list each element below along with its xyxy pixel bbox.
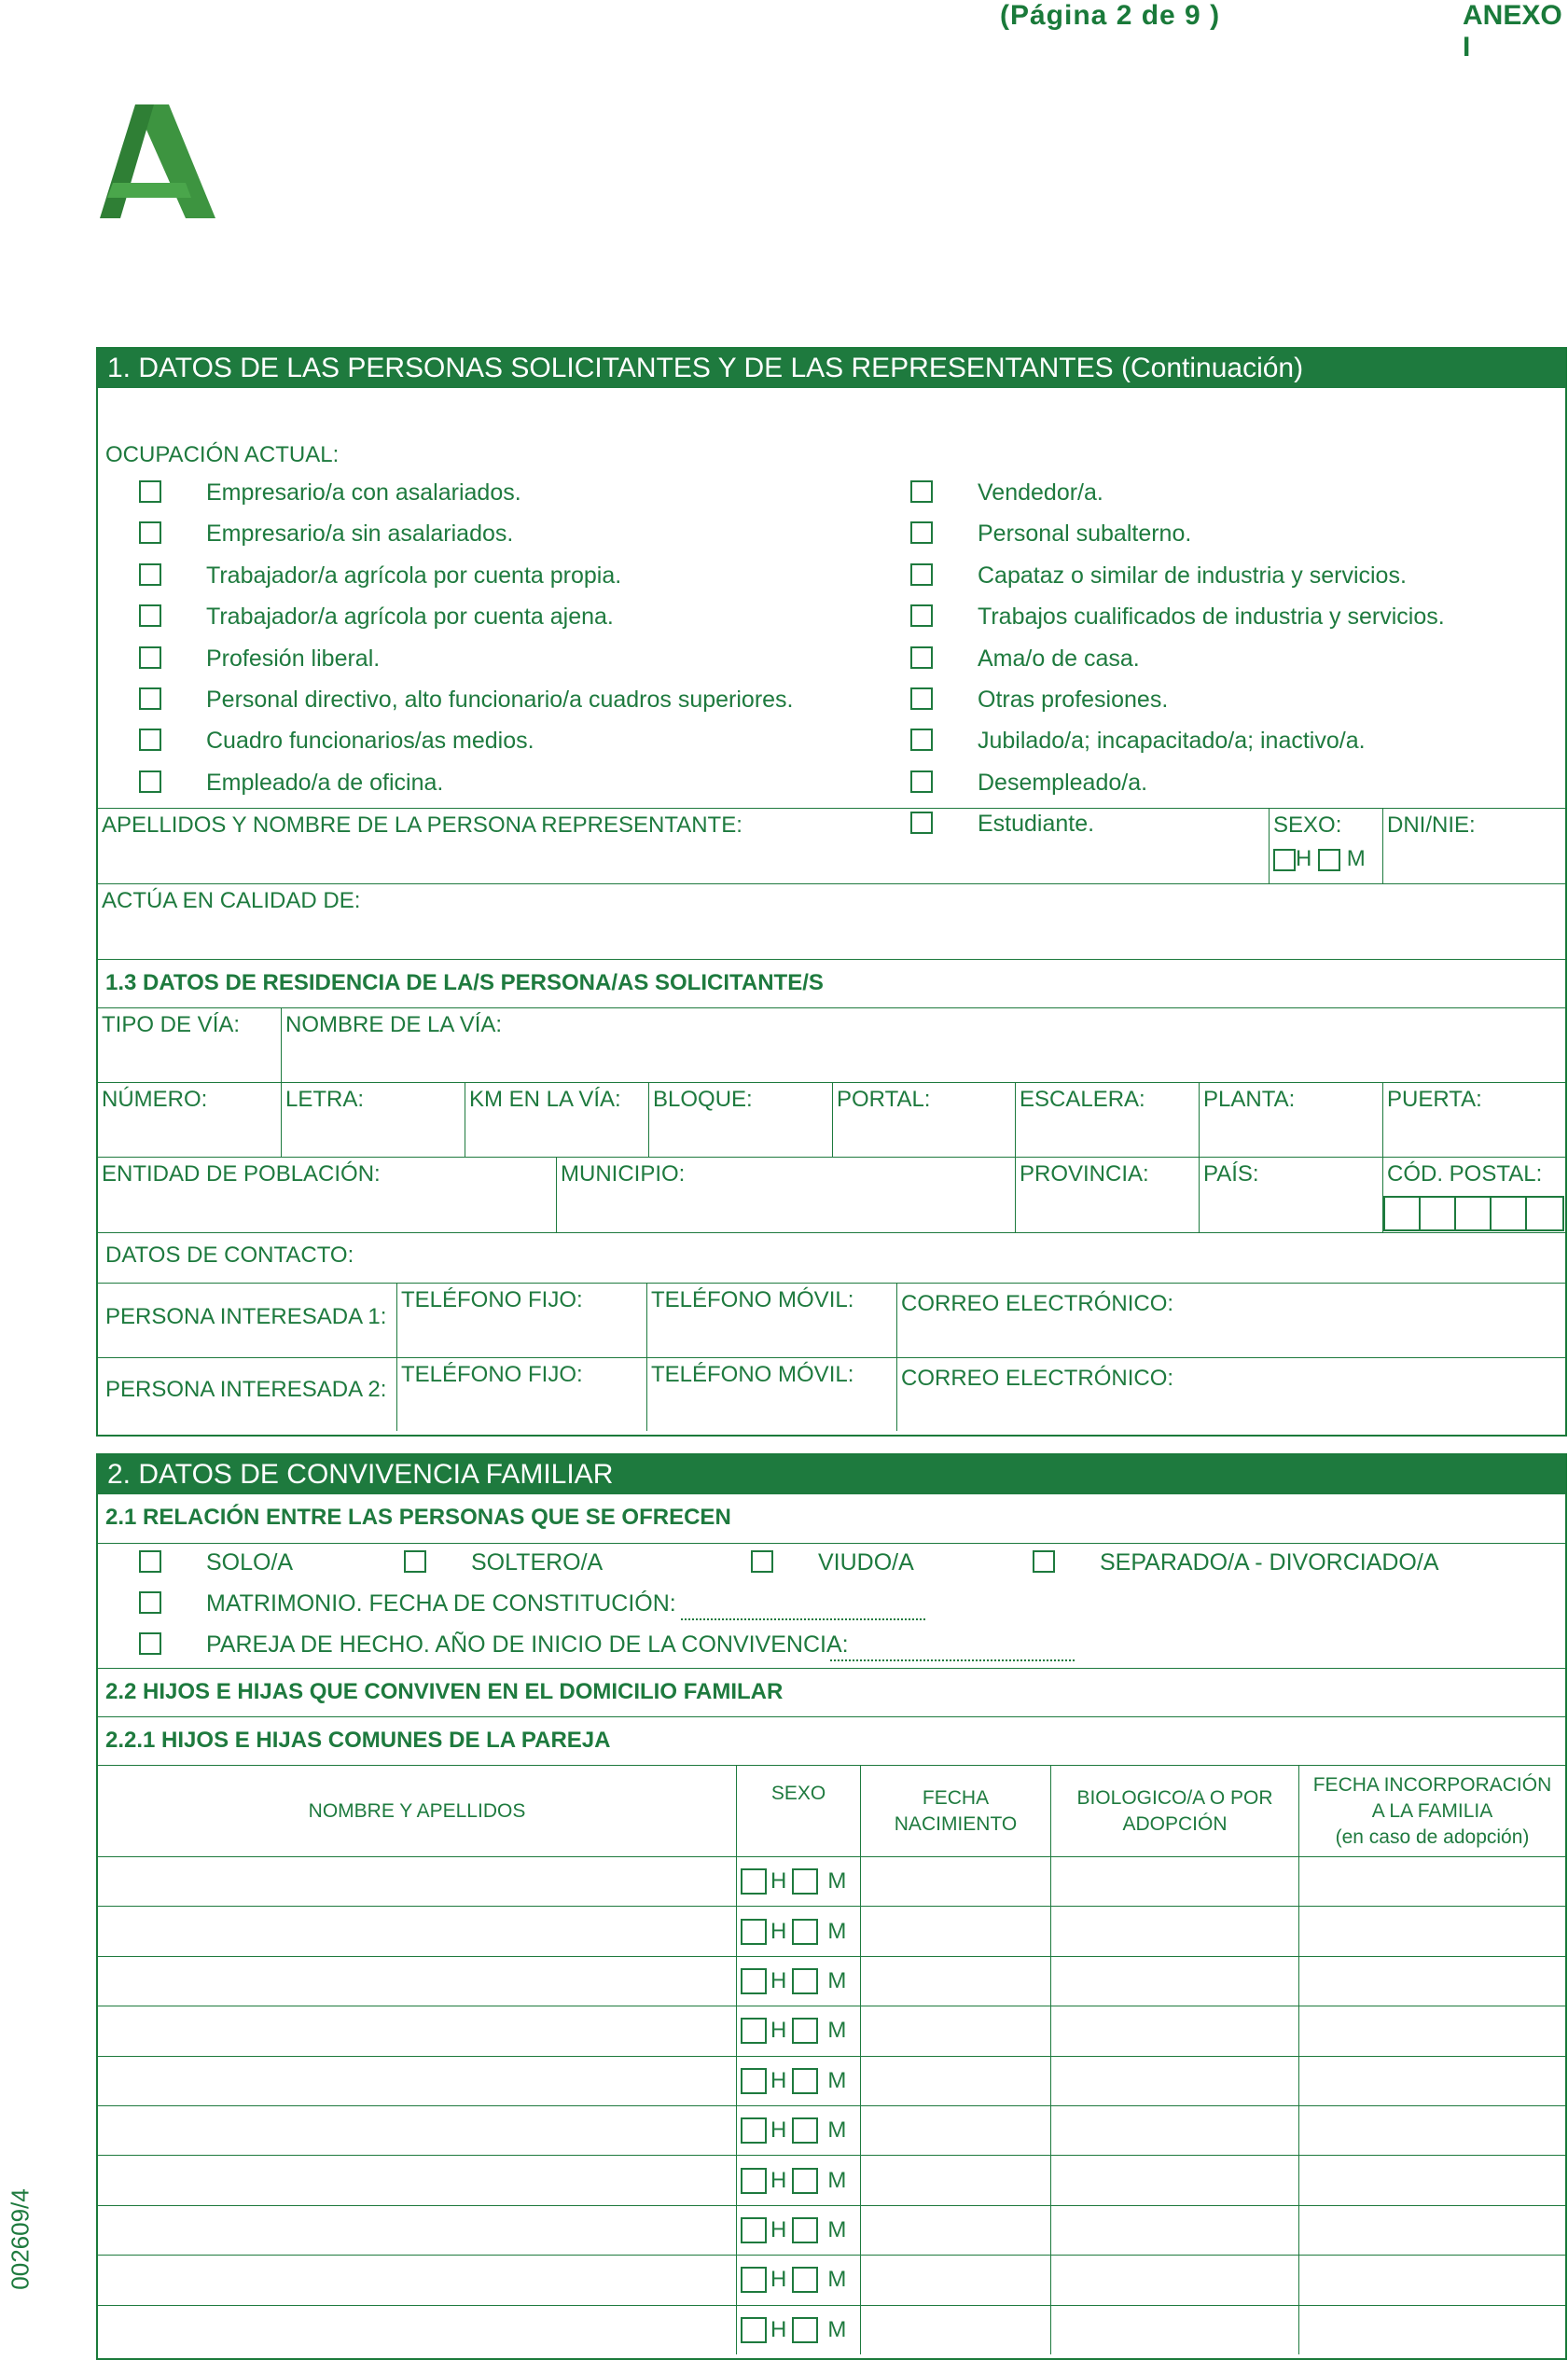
km-field[interactable]: KM EN LA VÍA:	[465, 1083, 648, 1157]
occupation-checkbox[interactable]	[910, 480, 933, 503]
children-subtitle: 2.2 HIJOS E HIJAS QUE CONVIVEN EN EL DOMICILIO FAMILAR	[105, 1679, 784, 1704]
child-sex-m-checkbox[interactable]	[792, 2068, 818, 2094]
acting-as-field[interactable]: ACTÚA EN CALIDAD DE:	[102, 888, 361, 913]
letter-field[interactable]: LETRA:	[281, 1083, 465, 1157]
occupation-label-text: Ama/o de casa.	[978, 645, 1140, 672]
col-name-header: NOMBRE Y APELLIDOS	[308, 1799, 526, 1822]
child-origin-cell[interactable]	[1050, 2106, 1298, 2155]
contact-label-row	[98, 1232, 1565, 1283]
child-sex-cell: H M	[736, 2306, 860, 2354]
child-birthdate-cell[interactable]	[860, 2006, 1050, 2055]
child-sex-m-checkbox[interactable]	[792, 2267, 818, 2293]
postal-digit-box[interactable]	[1490, 1196, 1527, 1231]
occupation-label: OCUPACIÓN ACTUAL:	[105, 442, 340, 467]
child-birthdate-cell[interactable]	[860, 2306, 1050, 2354]
form-code: 002609/4	[6, 2188, 35, 2290]
occupation-checkbox[interactable]	[139, 563, 161, 586]
section-1	[96, 347, 1567, 1437]
child-sex-cell: H M	[736, 2006, 860, 2055]
street-type-field[interactable]: TIPO DE VÍA:	[102, 1012, 241, 1037]
child-origin-cell[interactable]	[1050, 1907, 1298, 1955]
country-field[interactable]: PAÍS:	[1199, 1158, 1382, 1232]
child-name-cell[interactable]	[98, 2156, 736, 2204]
person-2-email-field[interactable]: CORREO ELECTRÓNICO:	[896, 1358, 1565, 1431]
relation-subtitle: 2.1 RELACIÓN ENTRE LAS PERSONAS QUE SE OFRECEN	[105, 1505, 731, 1530]
occupation-label-text: Capataz o similar de industria y servicios.	[978, 562, 1407, 589]
municipality-field[interactable]: MUNICIPIO:	[556, 1158, 1015, 1232]
children-table-row	[98, 1956, 1565, 2006]
occupation-label-text: Personal directivo, alto funcionario/a cuadros superiores.	[206, 687, 794, 713]
occupation-checkbox[interactable]	[910, 646, 933, 669]
postal-digit-box[interactable]	[1454, 1196, 1492, 1231]
child-sex-m-checkbox[interactable]	[792, 1919, 818, 1945]
section-2	[96, 1453, 1567, 2360]
section-1-title: 1. DATOS DE LAS PERSONAS SOLICITANTES Y DE LAS REPRESENTANTES (Continuación)	[98, 349, 1565, 388]
occupation-checkbox[interactable]	[910, 687, 933, 710]
child-sex-h-checkbox[interactable]	[741, 2317, 767, 2343]
postal-code-field[interactable]: CÓD. POSTAL:	[1382, 1158, 1565, 1232]
child-birthdate-cell[interactable]	[860, 1957, 1050, 2006]
children-table-row	[98, 2305, 1565, 2354]
occupation-label-text: Otras profesiones.	[978, 687, 1169, 713]
occupation-label-text: Personal subalterno.	[978, 521, 1192, 548]
page-number: (Página 2 de 9 )	[1000, 0, 1221, 31]
occupation-checkbox[interactable]	[910, 770, 933, 793]
person-1-email-field[interactable]: CORREO ELECTRÓNICO:	[896, 1284, 1565, 1357]
children-table-row	[98, 2205, 1565, 2255]
block-field[interactable]: BLOQUE:	[648, 1083, 832, 1157]
sex-m-checkbox[interactable]	[1318, 849, 1340, 871]
child-origin-cell[interactable]	[1050, 2156, 1298, 2204]
child-sex-cell: H M	[736, 2057, 860, 2105]
child-birthdate-cell[interactable]	[860, 2256, 1050, 2304]
child-sex-h-checkbox[interactable]	[741, 1919, 767, 1945]
child-sex-cell: H M	[736, 2156, 860, 2204]
number-field[interactable]: NÚMERO:	[102, 1087, 208, 1112]
child-name-cell[interactable]	[98, 2057, 736, 2105]
dni-field[interactable]: DNI/NIE:	[1382, 809, 1565, 883]
postal-digit-box[interactable]	[1525, 1196, 1564, 1231]
child-name-cell[interactable]	[98, 2306, 736, 2354]
sex-h-checkbox[interactable]	[1273, 849, 1296, 871]
children-table-row	[98, 2105, 1565, 2155]
person-2-label-cell: PERSONA INTERESADA 2:	[105, 1377, 387, 1402]
sex-field: SEXO: H M	[1269, 809, 1382, 883]
child-incorporation-cell[interactable]	[1298, 2156, 1565, 2204]
person-1-label-cell: PERSONA INTERESADA 1:	[105, 1304, 387, 1329]
occupation-label-text: Trabajador/a agrícola por cuenta propia.	[206, 562, 622, 589]
occupation-checkbox[interactable]	[910, 729, 933, 751]
child-origin-cell[interactable]	[1050, 2057, 1298, 2105]
postal-digit-box[interactable]	[1383, 1196, 1421, 1231]
child-incorporation-cell[interactable]	[1298, 2006, 1565, 2055]
postal-digit-box[interactable]	[1419, 1196, 1456, 1231]
occupation-checkbox[interactable]	[139, 687, 161, 710]
residence-subtitle-row	[98, 959, 1565, 1007]
door-field[interactable]: PUERTA:	[1382, 1083, 1565, 1157]
occupation-checkbox[interactable]	[139, 480, 161, 503]
contact-label: DATOS DE CONTACTO:	[105, 1242, 354, 1268]
child-incorporation-cell[interactable]	[1298, 2057, 1565, 2105]
occupation-label-text: Vendedor/a.	[978, 479, 1103, 506]
child-sex-h-checkbox[interactable]	[741, 2117, 767, 2144]
status-solo-checkbox[interactable]	[139, 1550, 161, 1573]
child-sex-m-checkbox[interactable]	[792, 1868, 818, 1895]
partnership-checkbox[interactable]	[139, 1632, 161, 1655]
children-table-row	[98, 2155, 1565, 2204]
child-sex-cell: H M	[736, 1907, 860, 1955]
child-sex-m-checkbox[interactable]	[792, 2168, 818, 2194]
floor-field[interactable]: PLANTA:	[1199, 1083, 1382, 1157]
child-sex-m-checkbox[interactable]	[792, 2117, 818, 2144]
occupation-label-text: Desempleado/a.	[978, 769, 1148, 796]
representative-row	[98, 808, 1565, 883]
child-origin-cell[interactable]	[1050, 1857, 1298, 1906]
child-origin-cell[interactable]	[1050, 1957, 1298, 2006]
province-field[interactable]: PROVINCIA:	[1015, 1158, 1199, 1232]
child-sex-h-checkbox[interactable]	[741, 2168, 767, 2194]
child-incorporation-cell[interactable]	[1298, 1907, 1565, 1955]
occupation-label-text: Profesión liberal.	[206, 645, 381, 672]
representative-name-field[interactable]: APELLIDOS Y NOMBRE DE LA PERSONA REPRESENTANTE:	[102, 812, 742, 838]
child-name-cell[interactable]	[98, 1857, 736, 1906]
annex-label: ANEXO I	[1463, 0, 1562, 62]
person-2-landline-field[interactable]: TELÉFONO FIJO:	[396, 1358, 646, 1431]
common-children-subtitle-row	[98, 1716, 1565, 1765]
locality-row	[98, 1157, 1565, 1232]
contact-row-1	[98, 1283, 1565, 1357]
acting-as-row	[98, 883, 1565, 959]
occupation-label-text: Jubilado/a; incapacitado/a; inactivo/a.	[978, 728, 1366, 755]
child-birthdate-cell[interactable]	[860, 1907, 1050, 1955]
person-2-mobile-field[interactable]: TELÉFONO MÓVIL:	[646, 1358, 896, 1431]
child-origin-cell[interactable]	[1050, 2206, 1298, 2255]
child-sex-cell: H M	[736, 2106, 860, 2155]
person-1-mobile-field[interactable]: TELÉFONO MÓVIL:	[646, 1284, 896, 1357]
child-sex-m-checkbox[interactable]	[792, 1968, 818, 1994]
occupation-label-text: Empresario/a con asalariados.	[206, 479, 521, 506]
children-table-row	[98, 2056, 1565, 2105]
occupation-label-text: Estudiante.	[978, 811, 1095, 838]
status-separado-checkbox[interactable]	[1033, 1550, 1055, 1573]
children-table-header	[98, 1765, 1565, 1856]
junta-andalucia-logo-icon	[96, 101, 227, 222]
child-sex-h-checkbox[interactable]	[741, 2217, 767, 2243]
stairs-field[interactable]: ESCALERA:	[1015, 1083, 1199, 1157]
occupation-label-text: Cuadro funcionarios/as medios.	[206, 728, 534, 755]
child-name-cell[interactable]	[98, 1907, 736, 1955]
child-birthdate-cell[interactable]	[860, 2206, 1050, 2255]
child-sex-h-checkbox[interactable]	[741, 2068, 767, 2094]
child-incorporation-cell[interactable]	[1298, 2306, 1565, 2354]
child-birthdate-cell[interactable]	[860, 2057, 1050, 2105]
street-row	[98, 1007, 1565, 1082]
col-birth-header: FECHA NACIMIENTO	[860, 1766, 1050, 1856]
child-sex-cell: H M	[736, 1957, 860, 2006]
status-soltero-checkbox[interactable]	[404, 1550, 426, 1573]
population-entity-field[interactable]: ENTIDAD DE POBLACIÓN:	[102, 1161, 381, 1187]
occupation-checkbox[interactable]	[139, 770, 161, 793]
relation-options: SOLO/A SOLTERO/A VIUDO/A SEPARADO/A - DIVORCIADO/A MATRIMONIO. FECHA DE CONSTITUCIÓN: PAREJA DE HECHO. AÑO DE INICIO DE LA CONVIVENCIA:	[98, 1543, 1565, 1668]
occupation-checkbox[interactable]	[910, 521, 933, 544]
children-table-row	[98, 1906, 1565, 1955]
occupation-checkbox[interactable]	[139, 646, 161, 669]
relation-subtitle-row	[98, 1494, 1565, 1543]
occupation-label-text: Empleado/a de oficina.	[206, 769, 444, 796]
child-incorporation-cell[interactable]	[1298, 1957, 1565, 2006]
child-sex-h-checkbox[interactable]	[741, 2267, 767, 2293]
child-origin-cell[interactable]	[1050, 2006, 1298, 2055]
child-origin-cell[interactable]	[1050, 2256, 1298, 2304]
children-table-row	[98, 1856, 1565, 1906]
child-name-cell[interactable]	[98, 1957, 736, 2006]
child-sex-cell: H M	[736, 1857, 860, 1906]
child-sex-h-checkbox[interactable]	[741, 1968, 767, 1994]
children-table-row	[98, 2006, 1565, 2055]
child-sex-cell: H M	[736, 2256, 860, 2304]
child-birthdate-cell[interactable]	[860, 1857, 1050, 1906]
col-origin-header: BIOLOGICO/A O POR ADOPCIÓN	[1050, 1766, 1298, 1856]
child-name-cell[interactable]	[98, 2256, 736, 2304]
occupation-checkbox[interactable]	[910, 563, 933, 586]
child-name-cell[interactable]	[98, 2206, 736, 2255]
child-incorporation-cell[interactable]	[1298, 1857, 1565, 1906]
child-incorporation-cell[interactable]	[1298, 2206, 1565, 2255]
child-sex-m-checkbox[interactable]	[792, 2317, 818, 2343]
child-incorporation-cell[interactable]	[1298, 2106, 1565, 2155]
child-birthdate-cell[interactable]	[860, 2156, 1050, 2204]
section-2-title: 2. DATOS DE CONVIVENCIA FAMILIAR	[98, 1455, 1565, 1494]
marriage-date-line[interactable]	[681, 1618, 925, 1620]
status-viudo-checkbox[interactable]	[751, 1550, 773, 1573]
occupation-checkbox[interactable]	[139, 729, 161, 751]
address-detail-row	[98, 1082, 1565, 1157]
child-incorporation-cell[interactable]	[1298, 2256, 1565, 2304]
person-1-landline-field[interactable]: TELÉFONO FIJO:	[396, 1284, 646, 1357]
child-birthdate-cell[interactable]	[860, 2106, 1050, 2155]
children-table-row	[98, 2255, 1565, 2304]
col-incorporation-header: FECHA INCORPORACIÓN A LA FAMILIA (en caso de adopción)	[1298, 1766, 1565, 1856]
child-sex-m-checkbox[interactable]	[792, 2217, 818, 2243]
child-name-cell[interactable]	[98, 2106, 736, 2155]
child-origin-cell[interactable]	[1050, 2306, 1298, 2354]
occupation-checkbox[interactable]	[139, 604, 161, 627]
occupation-label-text: Trabajador/a agrícola por cuenta ajena.	[206, 604, 614, 631]
child-name-cell[interactable]	[98, 2006, 736, 2055]
child-sex-h-checkbox[interactable]	[741, 2018, 767, 2044]
occupation-checkbox[interactable]	[139, 521, 161, 544]
occupation-label-text: Trabajos cualificados de industria y servicios.	[978, 604, 1445, 631]
partnership-year-line[interactable]	[830, 1659, 1075, 1661]
marriage-checkbox[interactable]	[139, 1591, 161, 1614]
child-sex-h-checkbox[interactable]	[741, 1868, 767, 1895]
children-subtitle-row	[98, 1668, 1565, 1716]
contact-row-2	[98, 1357, 1565, 1431]
common-children-subtitle: 2.2.1 HIJOS E HIJAS COMUNES DE LA PAREJA	[105, 1728, 611, 1753]
occupation-label-text: Empresario/a sin asalariados.	[206, 521, 514, 548]
child-sex-cell: H M	[736, 2206, 860, 2255]
portal-field[interactable]: PORTAL:	[832, 1083, 1015, 1157]
residence-subtitle: 1.3 DATOS DE RESIDENCIA DE LA/S PERSONA/AS SOLICITANTE/S	[105, 970, 824, 995]
occupation-checkbox[interactable]	[910, 604, 933, 627]
col-sex-header: SEXO	[736, 1766, 860, 1856]
child-sex-m-checkbox[interactable]	[792, 2018, 818, 2044]
street-name-field[interactable]: NOMBRE DE LA VÍA:	[281, 1008, 1565, 1082]
